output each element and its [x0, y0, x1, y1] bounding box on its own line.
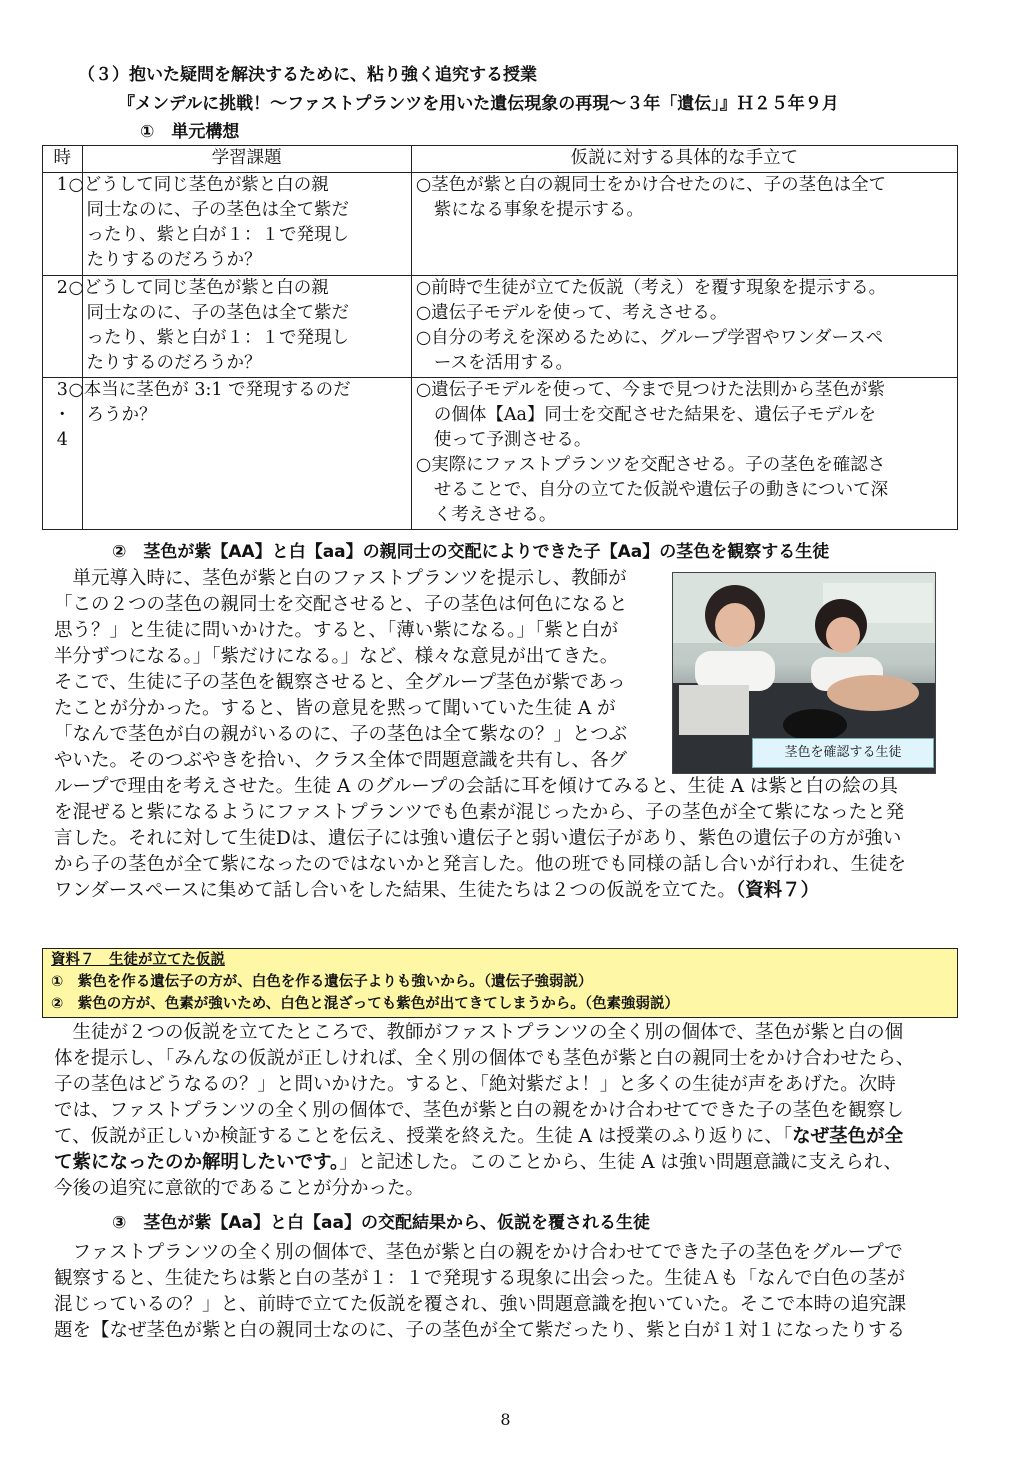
para3-line: 混じっているの？」と、前時で立てた仮説を覆され、強い問題意識を抱いていた。そこで本時の追究課 [54, 1294, 907, 1315]
para2-line: て、仮説が正しいか検証することを伝え、授業を終えた。生徒 A は授業のふり返りに、「なぜ茎色が全 [54, 1126, 904, 1147]
hypothesis-item: ② 紫色の方が、色素が強いため、白色と混ざっても紫色が出てきてしまうから。（色素強弱説） [51, 996, 679, 1012]
photo-caption: 茎色を確認する生徒 [752, 738, 934, 768]
measure-item: ○茎色が紫と白の親同士をかけ合せたのに、子の茎色は全て 紫になる事象を提示する。 [415, 175, 887, 220]
table-header-task: 学習課題 [82, 146, 411, 173]
para1-line: 「なんで茎色が白の親がいるのに、子の茎色は全て紫なの？」とつぶ [54, 724, 628, 745]
row-measures [411, 378, 957, 530]
para2-line: て紫になったのか解明したいです。」と記述した。このことから、生徒 A は強い問題意識に支えられ、 [54, 1152, 903, 1173]
student-reflection-emphasis: なぜ茎色が全 [792, 1126, 904, 1147]
row-task: ○どうして同じ茎色が紫と白の親 同士なのに、子の茎色は全て紫だ ったり、紫と白が１：１で発現し たりするのだろうか？ [82, 173, 411, 276]
unit-structure-heading: ① 単元構想 [140, 122, 240, 142]
section-heading: （３）抱いた疑問を解決するために、粘り強く追究する授業 [78, 65, 537, 85]
measure-item: ○実際にファストプランツを交配させる。子の茎色を確認さ せることで、自分の立てた仮説や遺伝子の動きについて深 く考えさせる。 [415, 455, 889, 525]
para1-line: たことが分かった。すると、皆の意見を黙って聞いていた生徒 A が [54, 698, 616, 719]
material-7-box [42, 948, 958, 1018]
material-7-reference: （資料７） [735, 880, 820, 901]
para1-line: 思う？」と生徒に問いかけた。すると、「薄い紫になる。」「紫と白が [54, 620, 619, 641]
table-row [43, 378, 958, 530]
row-time: 2 [43, 276, 83, 378]
measure-item: ○遺伝子モデルを使って、今まで見つけた法則から茎色が紫 の個体【Aa】同士を交配させた結果を、遺伝子モデルを 使って予測させる。 [415, 380, 885, 450]
table-row [43, 173, 958, 276]
student-reflection-emphasis: て紫になったのか解明したいです。 [54, 1152, 340, 1173]
row-task: ○どうして同じ茎色が紫と白の親 同士なのに、子の茎色は全て紫だ ったり、紫と白が１：１で発現し たりするのだろうか？ [82, 276, 411, 378]
para1-line: そこで、生徒に子の茎色を観察させると、全グループ茎色が紫であっ [54, 672, 626, 693]
measure-item: ○前時で生徒が立てた仮説（考え）を覆す現象を提示する。 [415, 278, 887, 298]
row-time: 1 [43, 173, 83, 276]
para2-line: 今後の追究に意欲的であることが分かった。 [54, 1178, 425, 1199]
para1-line: 単元導入時に、茎色が紫と白のファストプランツを提示し、教師が [54, 568, 627, 589]
para1-line: やいた。そのつぶやきを拾い、クラス全体で問題意識を共有し、各グ [54, 750, 627, 771]
hypothesis-overturned-heading: ③ 茎色が紫【Aa】と白【aa】の交配結果から、仮説を覆される生徒 [112, 1213, 650, 1233]
para1-line: から子の茎色が全て紫になったのではないかと発言した。他の班でも同様の話し合いが行われ、生徒を [54, 854, 907, 875]
para2-line: では、ファストプランツの全く別の個体で、茎色が紫と白の親をかけ合わせてできた子の茎色を観察し [54, 1100, 904, 1121]
measure-item: ○自分の考えを深めるために、グループ学習やワンダースペ ースを活用する。 [415, 328, 884, 373]
observation-heading: ② 茎色が紫【AA】と白【aa】の親同士の交配によりできた子【Aa】の茎色を観察する生徒 [112, 542, 830, 562]
material-7-title: 資料７ 生徒が立てた仮説 [51, 952, 225, 968]
table-header-time: 時 [43, 146, 83, 173]
para3-line: ファストプランツの全く別の個体で、茎色が紫と白の親をかけ合わせてできた子の茎色をグループで [54, 1242, 903, 1263]
row-time: 3 ・ 4 [43, 378, 83, 530]
table-header-measures: 仮説に対する具体的な手立て [411, 146, 957, 173]
hypothesis-item: ① 紫色を作る遺伝子の方が、白色を作る遺伝子よりも強いから。（遺伝子強弱説） [51, 974, 593, 990]
row-task: ○本当に茎色が 3:1 で発現するのだ ろうか？ [82, 378, 411, 530]
para3-line: 題を【なぜ茎色が紫と白の親同士なのに、子の茎色が全て紫だったり、紫と白が１対１になったりする [54, 1320, 906, 1341]
table-row [43, 276, 958, 378]
unit-title: 『メンデルに挑戦！～ファストプランツを用いた遺伝現象の再現～３年「遺伝」』Ｈ２５年９月 [118, 94, 839, 114]
para1-line: 半分ずつになる。」「紫だけになる。」など、様々な意見が出てきた。 [54, 646, 619, 667]
para2-line: 生徒が２つの仮説を立てたところで、教師がファストプランツの全く別の個体で、茎色が紫と白の個 [54, 1022, 904, 1043]
para1-line: ループで理由を考えさせた。生徒 A のグループの会話に耳を傾けてみると、生徒 A は紫と白の絵の具 [54, 776, 898, 797]
para1-line: 「この２つの茎色の親同士を交配させると、子の茎色は何色になると [54, 594, 628, 615]
row-measures [411, 173, 957, 276]
para1-line: ワンダースペースに集めて話し合いをした結果、生徒たちは２つの仮説を立てた。（資料７） [54, 880, 820, 901]
page-number: 8 [500, 1410, 511, 1429]
para1-line: を混ぜると紫になるようにファストプランツでも色素が混じったから、子の茎色が全て紫になったと発 [54, 802, 905, 823]
para1-line: 言した。それに対して生徒Dは、遺伝子には強い遺伝子と弱い遺伝子があり、紫色の遺伝子の方が強い [54, 828, 902, 849]
para3-line: 観察すると、生徒たちは紫と白の茎が１：１で発現する現象に出会った。生徒Ａも「なんで白色の茎が [54, 1268, 906, 1289]
measure-item: ○遺伝子モデルを使って、考えさせる。 [415, 303, 728, 323]
para2-line: 子の茎色はどうなるの？」と問いかけた。すると、「絶対紫だよ！」と多くの生徒が声をあげた。次時 [54, 1074, 896, 1095]
para2-line: 体を提示し、「みんなの仮説が正しければ、全く別の個体でも茎色が紫と白の親同士をかけ合わせたら、 [54, 1048, 915, 1069]
unit-plan-table [42, 145, 958, 530]
row-measures [411, 276, 957, 378]
